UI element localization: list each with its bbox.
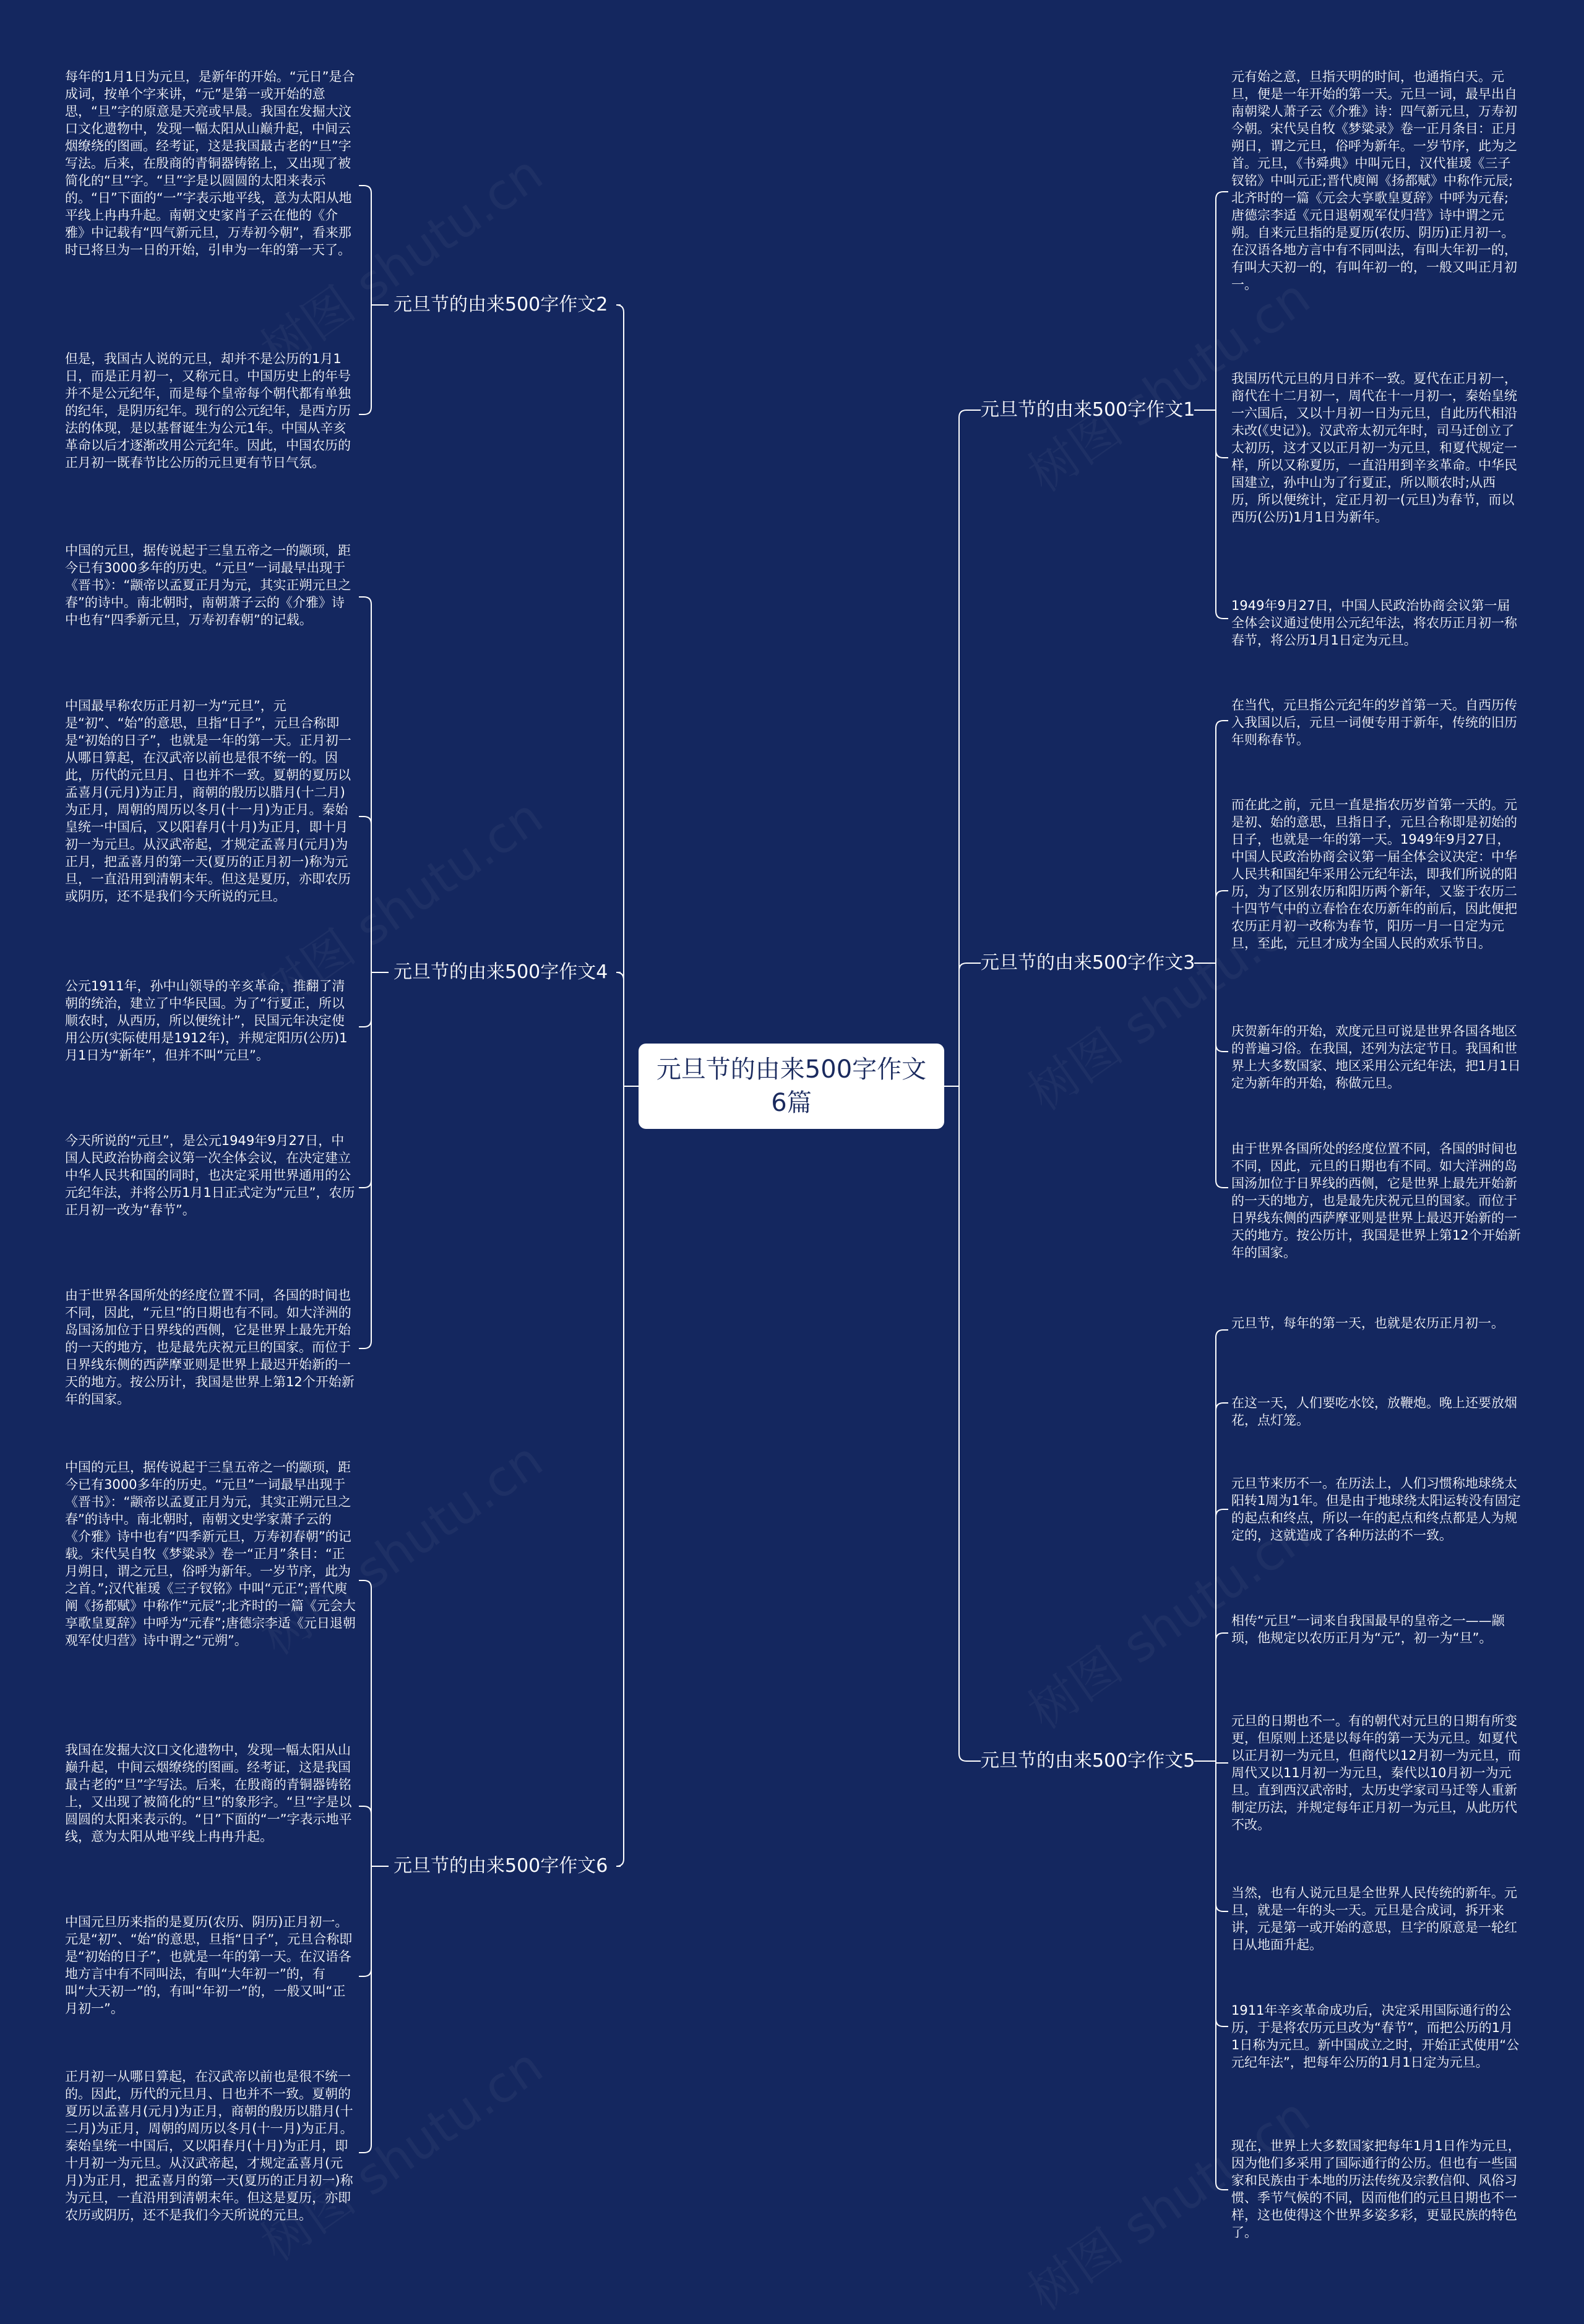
branch-connector <box>959 963 981 1086</box>
branch-title: 元旦节的由来500字作文1 <box>981 399 1195 421</box>
leaf-text: 由于世界各国所处的经度位置不同，各国的时间也不同，因此，元旦的日期也有不同。如大洋洲的岛国汤加位于日界线的西侧，它是世界上最先开始新的一天的地方，也是最先庆祝元旦的国家。而位于日界线东侧的西萨摩亚则是世界上最迟开始新的一天的地方。按公历计，我国是世界上第12个开始新年的国家。 <box>1231 1141 1521 1260</box>
leaf-text: 我国历代元旦的月日并不一致。夏代在正月初一，商代在十二月初一，周代在十一月初一，秦始皇统一六国后，又以十月初一日为元旦，自此历代相沿未改(《史记》)。汉武帝太初元年时，司马迁创立了太初历，这才又以正月初一为元旦，和夏代规定一样，所以又称夏历，一直沿用到辛亥革命。中华民国建立，孙中山为了行夏正，所以顺农时;从西历，所以便统计，定正月初一(元旦)为春节，而以西历(公历)1月1日为新年。 <box>1231 371 1517 525</box>
leaf-text: 今天所说的“元旦”，是公元1949年9月27日，中国人民政治协商会议第一次全体会议，在决定建立中华人民共和国的同时，也决定采用世界通用的公元纪年法，并将公历1月1日正式定为“元旦”，农历正月初一改为“春节”。 <box>65 1133 355 1217</box>
leaf-connector <box>1216 1761 1228 2190</box>
leaf-text: 元旦的日期也不一。有的朝代对元旦的日期有所变更，但原则上还是以每年的第一天为元旦。如夏代以正月初一为元旦，但商代以12月初一为元旦，而周代又以11月初一为元旦，秦代以10月初一为元旦。直到西汉武帝时，太历史学家司马迁等人重新制定历法，并规定每年正月初一为元旦，从此历代不改。 <box>1231 1713 1521 1832</box>
branch-essay-4[interactable] <box>394 954 608 991</box>
leaf-text: 在当代，元旦指公元纪年的岁首第一天。自西历传入我国以后，元旦一词便专用于新年，传统的旧历年则称春节。 <box>1231 698 1517 747</box>
leaf-connector <box>1216 1633 1228 1761</box>
leaf-text: 元旦节来历不一。在历法上，人们习惯称地球绕太阳转1周为1年。但是由于地球绕太阳运转没有固定的起点和终点，所以一年的起点和终点都是人为规定的，这就造成了各种历法的不一致。 <box>1231 1476 1521 1543</box>
branch-title: 元旦节的由来500字作文5 <box>981 1750 1195 1772</box>
leaf-text: 中国的元旦，据传说起于三皇五帝之一的颛顼，距今已有3000多年的历史。“元旦”一词最早出现于《晋书》：“颛帝以孟夏正月为元，其实正朔元旦之春”的诗中。南北朝时，南朝萧子云的《介雅》诗中也有“四季新元旦，万寿初春朝”的记载。 <box>65 543 351 627</box>
leaf-text: 1949年9月27日，中国人民政治协商会议第一届全体会议通过使用公元纪年法，将农历正月初一称春节，将公历1月1日定为元旦。 <box>1231 598 1517 648</box>
leaf-text: 1911年辛亥革命成功后，决定采用国际通行的公历，于是将农历元旦改为“春节”，而把公历的1月1日称为元旦。新中国成立之时，开始正式使用“公元纪年法”，把每年公历的1月1日定为元旦。 <box>1231 2003 1520 2070</box>
leaf-connector <box>359 972 371 1188</box>
leaf-text: 由于世界各国所处的经度位置不同，各国的时间也不同，因此，“元旦”的日期也有不同。如大洋洲的岛国汤加位于日界线的西侧，它是世界上最先开始的一天的地方，也是最先庆祝元旦的国家。而位于日界线东侧的西萨摩亚则是世界上最迟开始新的一天的地方。按公历计，我国是世界上第12个开始新年的国家。 <box>65 1288 355 1407</box>
branch-essay-6[interactable] <box>394 1848 608 1885</box>
leaf-connector <box>359 186 371 305</box>
leaf-connector <box>1216 1403 1228 1761</box>
leaf-connector <box>1216 963 1228 1188</box>
branch-connector <box>616 1086 624 1866</box>
root-node[interactable] <box>639 1044 944 1129</box>
leaf-text: 当然，也有人说元旦是全世界人民传统的新年。元旦，就是一年的头一天。元旦是合成词，拆开来讲，元是第一或开始的意思，旦字的原意是一轮红日从地面升起。 <box>1231 1885 1517 1952</box>
leaf-text: 庆贺新年的开始，欢度元旦可说是世界各国各地区的普遍习俗。在我国，还列为法定节日。我国和世界上大多数国家、地区采用公元纪年法，把1月1日定为新年的开始，称做元旦。 <box>1231 1024 1521 1091</box>
branch-connector <box>616 972 624 1086</box>
leaf-connector <box>359 972 371 1027</box>
branch-essay-5[interactable] <box>981 1743 1195 1780</box>
branch-title: 元旦节的由来500字作文4 <box>394 961 608 983</box>
leaf-connector <box>1216 1330 1228 1761</box>
leaf-connector <box>359 817 371 972</box>
leaf-connector <box>359 305 371 414</box>
leaf-text: 中国的元旦，据传说起于三皇五帝之一的颛顼，距今已有3000多年的历史。“元旦”一词最早出现于《晋书》：“颛帝以孟夏正月为元，其实正朔元旦之春”的诗中。南北朝时，南朝文史学家萧子云的《介雅》诗中也有“四季新元旦，万寿初春朝”的记载。宋代吴自牧《梦粱录》卷一“正月”条目：“正月朔日，谓之元旦，俗呼为新年。一岁节序，此为之首。”;汉代崔瑗《三子钗铭》中叫“元正”;晋代庾阐《扬都赋》中称作“元辰”;北齐时的一篇《元会大享歌皇夏辞》中呼为“元春”;唐德宗李适《元日退朝观军仗归营》诗中谓之“元朔”。 <box>65 1460 356 1648</box>
leaf-connector <box>1216 721 1228 963</box>
root-title: 元旦节的由来500字作文6篇 <box>656 1055 927 1117</box>
leaf-connector <box>359 597 371 972</box>
leaf-connector <box>1216 192 1228 410</box>
leaf-text: 正月初一从哪日算起，在汉武帝以前也是很不统一的。因此，历代的元旦月、日也并不一致。夏朝的夏历以孟喜月(元月)为正月，商朝的殷历以腊月(十二月)为正月，周朝的周历以冬月(十一月)为正月。秦始皇统一中国后，又以阳春月(十月)为正月，即十月初一为元旦。从汉武帝起，才规定孟喜月(元月)为正月，把孟喜月的第一天(夏历的正月初一)称为元旦，一直沿用到清朝末年。但这是夏历，亦即农历或阴历，还不是我们今天所说的元旦。 <box>65 2069 353 2223</box>
branch-title: 元旦节的由来500字作文3 <box>981 952 1195 974</box>
leaf-text: 而在此之前，元旦一直是指农历岁首第一天的。元是初、始的意思，旦指日子，元旦合称即是初始的日子，也就是一年的第一天。1949年9月27日，中国人民政治协商会议第一届全体会议决定：中华人民共和国纪年采用公元纪年法，即我们所说的阳历，为了区别农历和阳历两个新年，又鉴于农历二十四节气中的立春恰在农历新年的前后，因此便把农历正月初一改称为春节，阳历一月一日定为元旦，至此，元旦才成为全国人民的欢乐节日。 <box>1231 797 1517 951</box>
branch-connector <box>616 305 624 1086</box>
branch-connector <box>959 410 981 1086</box>
leaf-text: 现在，世界上大多数国家把每年1月1日作为元旦，因为他们多采用了国际通行的公历。但也有一些国家和民族由于本地的历法传统及宗教信仰、风俗习惯、季节气候的不同，因而他们的元旦日期也不一样，这也使得这个世界多姿多彩，更显民族的特色了。 <box>1231 2138 1521 2240</box>
leaf-text: 相传“元旦”一词来自我国最早的皇帝之一——颛顼，他规定以农历正月为“元”，初一为“旦”。 <box>1231 1613 1505 1645</box>
branch-title: 元旦节的由来500字作文2 <box>394 294 608 315</box>
leaf-connector <box>1216 1761 1228 1763</box>
leaf-connector <box>1216 1761 1228 1911</box>
leaf-connector <box>359 1580 371 1866</box>
leaf-connector <box>1216 410 1228 619</box>
branch-title: 元旦节的由来500字作文6 <box>394 1855 608 1877</box>
leaf-text: 每年的1月1日为元旦，是新年的开始。“元日”是合成词，按单个字来讲，“元”是第一或开始的意思，“旦”字的原意是天亮或早晨。我国在发掘大汶口文化遗物中，发现一幅太阳从山巅升起，中间云烟缭绕的图画。经考证，这是我国最古老的“旦”字写法。后来，在殷商的青铜器铸铭上，又出现了被简化的“旦”字。“旦”字是以圆圆的太阳来表示的。“日”下面的“一”字表示地平线，意为太阳从地平线上冉冉升起。南朝文史家肖子云在他的《介雅》中记载有“四气新元旦，万寿初今朝”，看来那时已将旦为一日的开始，引申为一年的第一天了。 <box>65 69 355 257</box>
leaf-text: 但是，我国古人说的元旦，却并不是公历的1月1日，而是正月初一，又称元日。中国历史上的年号并不是公元纪年，而是每个皇帝每个朝代都有单独的纪年，是阴历纪年。现行的公元纪年，是西方历法的体现，是以基督诞生为公元1年。中国从辛亥革命以后才逐渐改用公元纪年。因此，中国农历的正月初一既春节比公历的元旦更有节日气氛。 <box>65 351 351 470</box>
leaf-connector <box>1216 891 1228 963</box>
leaf-text: 我国在发掘大汶口文化遗物中，发现一幅太阳从山巅升起，中间云烟缭绕的图画。经考证，这是我国最古老的“旦”字写法。后来，在殷商的青铜器铸铭上，又出现了被简化的“旦”的象形字。“旦”字是以圆圆的太阳来表示的。“日”下面的“一”字表示地平线，意为太阳从地平线上冉冉升起。 <box>65 1743 352 1844</box>
leaf-connector <box>1216 1761 1228 2026</box>
leaf-connector <box>359 972 371 1349</box>
leaf-connector <box>1216 963 1228 1052</box>
leaf-connector <box>359 1866 371 2153</box>
branch-essay-1[interactable] <box>981 392 1195 429</box>
branch-essay-3[interactable] <box>981 945 1195 982</box>
leaf-connector <box>359 1866 371 1976</box>
leaf-connector <box>1216 410 1228 458</box>
leaf-text: 公元1911年，孙中山领导的辛亥革命，推翻了清朝的统治，建立了中华民国。为了“行夏正，所以顺农时，从西历，所以便统计”，民国元年决定使用公历(实际使用是1912年)，并规定阳历(公历)1月1日为“新年”，但并不叫“元旦”。 <box>65 979 348 1063</box>
branch-essay-2[interactable] <box>394 286 608 324</box>
leaf-text: 在这一天，人们要吃水饺，放鞭炮。晚上还要放烟花，点灯笼。 <box>1231 1396 1517 1428</box>
leaf-text: 元有始之意，旦指天明的时间，也通指白天。元旦，便是一年开始的第一天。元旦一词，最早出自南朝梁人萧子云《介雅》诗：四气新元旦，万寿初今朝。宋代吴自牧《梦粱录》卷一正月条目：正月朔日，谓之元旦，俗呼为新年。一岁节序，此为之首。元旦，《书舜典》中叫元日，汉代崔瑗《三子钗铭》中叫元正;晋代庾阐《扬都赋》中称作元辰;北齐时的一篇《元会大享歌皇夏辞》中呼为元春;唐德宗李适《元日退朝观军仗归营》诗中谓之元朔。自来元旦指的是夏历(农历、阴历)正月初一。在汉语各地方言中有不同叫法，有叫大年初一的，有叫大天初一的，有叫年初一的，一般又叫正月初一。 <box>1231 69 1517 292</box>
leaf-text: 中国最早称农历正月初一为“元旦”，元是“初”、“始”的意思，旦指“日子”，元旦合称即是“初始的日子”，也就是一年的第一天。正月初一从哪日算起，在汉武帝以前也是很不统一的。因此，历代的元旦月、日也并不一致。夏朝的夏历以孟喜月(元月)为正月，商朝的殷历以腊月(十二月)为正月，周朝的周历以冬月(十一月)为正月。秦始皇统一中国后，又以阳春月(十月)为正月，即十月初一为元旦。从汉武帝起，才规定孟喜月(元月)为正月，把孟喜月的第一天(夏历的正月初一)称为元旦，一直沿用到清朝末年。但这是夏历，亦即农历或阴历，还不是我们今天所说的元旦。 <box>65 698 351 904</box>
leaf-connector <box>359 1806 371 1866</box>
leaf-text: 中国元旦历来指的是夏历(农历、阴历)正月初一。元是“初”、“始”的意思，旦指“日子”，元旦合称即是“初始的日子”，也就是一年的第一天。在汉语各地方言中有不同叫法，有叫“大年初一”的，有叫“大天初一”的，有叫“年初一”的，一般又叫“正月初一”。 <box>65 1915 353 2016</box>
leaf-text: 元旦节，每年的第一天，也就是农历正月初一。 <box>1231 1316 1504 1331</box>
branch-connector <box>959 1086 981 1761</box>
